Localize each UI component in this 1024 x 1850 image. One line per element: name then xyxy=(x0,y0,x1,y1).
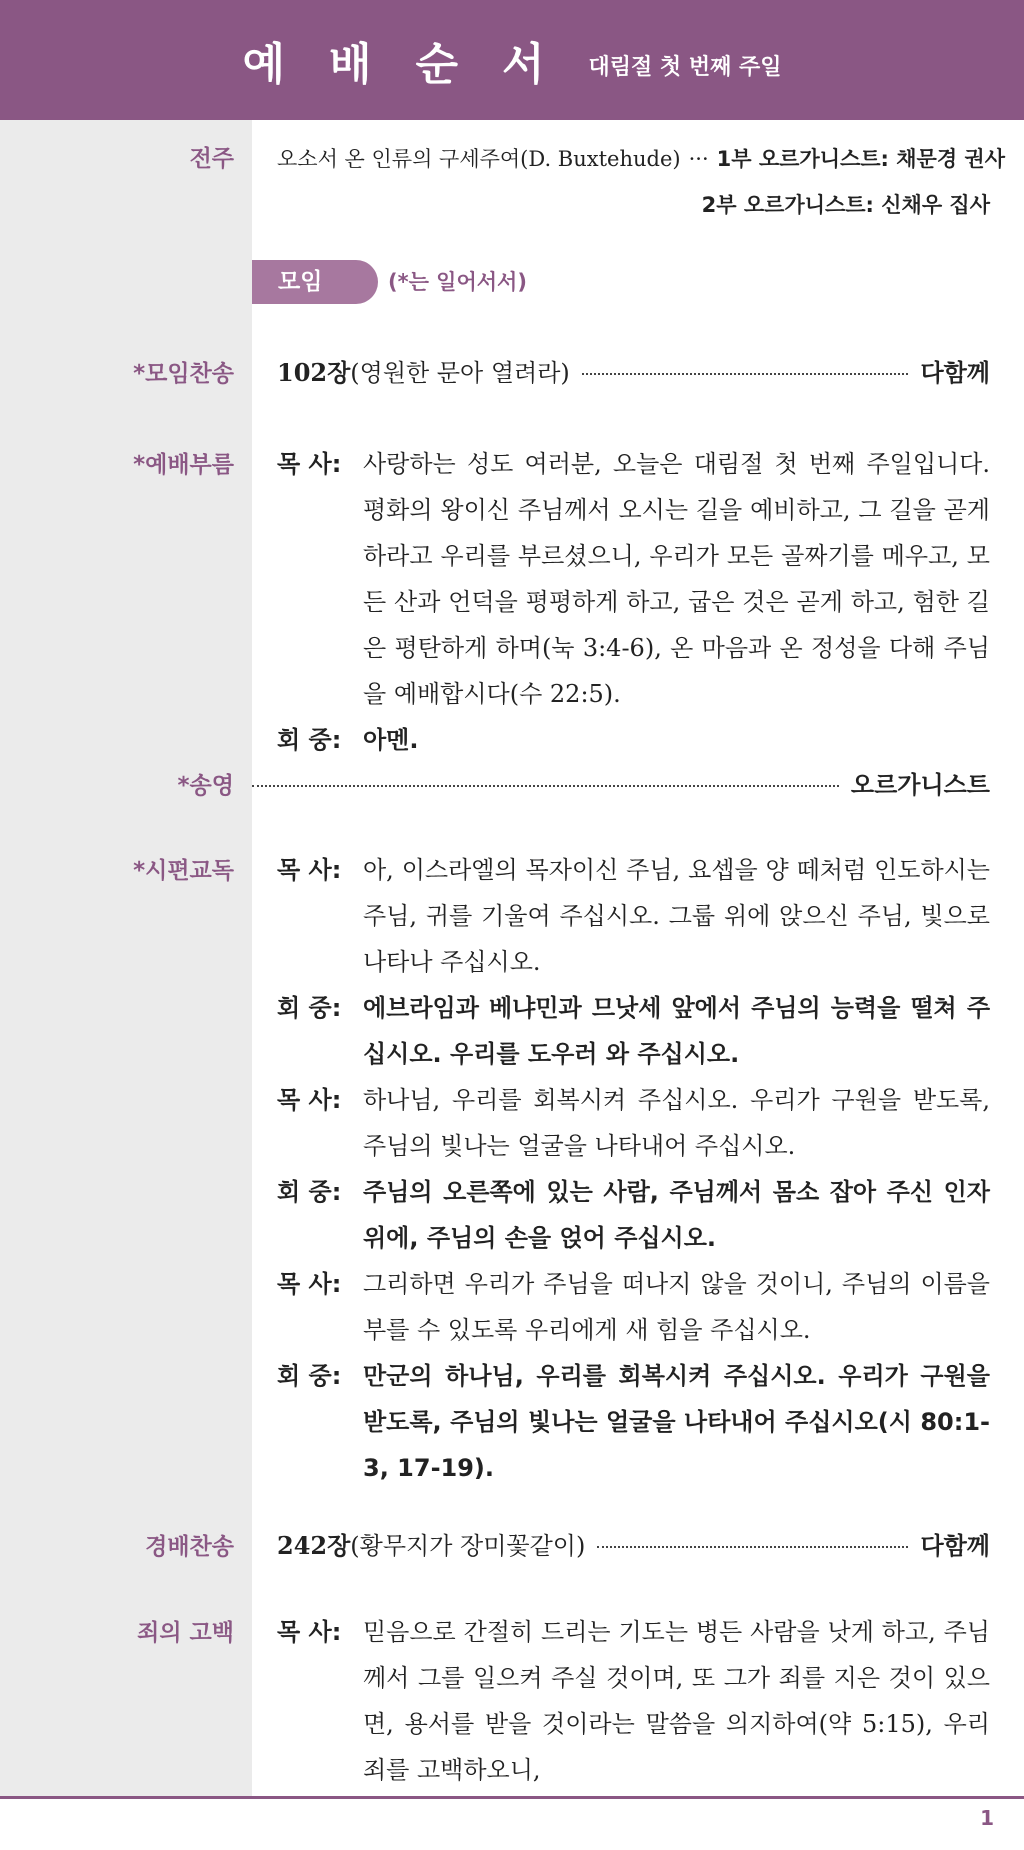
anthem-row xyxy=(252,762,990,808)
anthem-label: *송영 xyxy=(177,773,234,799)
dotted-leader xyxy=(597,1546,908,1548)
speech-text: 주님의 오른쪽에 있는 사람, 주님께서 몸소 잡아 주신 인자 위에, 주님의 손을 얹어 주십시오. xyxy=(363,1178,990,1252)
section-tab-gathering: 모임 xyxy=(252,260,378,304)
dialogue-line xyxy=(277,1353,990,1491)
dotted-leader xyxy=(252,785,839,787)
psalm-label: *시편교독 xyxy=(133,858,234,884)
footer-rule xyxy=(0,1796,1024,1799)
speech-text: 만군의 하나님, 우리를 회복시켜 주십시오. 우리가 구원을 받도록, 주님의 빛나는 얼굴을 나타내어 주십시오(시 80:1-3, 17-19). xyxy=(363,1362,990,1482)
call-to-worship-block xyxy=(277,441,990,763)
speaker-label: 목 사: xyxy=(277,1270,342,1298)
psalm-block xyxy=(277,847,990,1491)
speaker-label: 목 사: xyxy=(277,856,342,884)
dotted-leader xyxy=(582,373,909,375)
speaker-label: 회 중: xyxy=(277,1178,342,1206)
prelude-block xyxy=(277,136,1005,228)
worship-hymn-row xyxy=(277,1523,990,1569)
speech-text: 아멘. xyxy=(363,726,419,754)
speaker-label: 회 중: xyxy=(277,994,342,1022)
dialogue-line xyxy=(277,441,990,717)
page-header xyxy=(0,0,1024,120)
dialogue-line xyxy=(277,847,990,985)
opening-hymn-who: 다함께 xyxy=(920,359,990,387)
opening-hymn-label: *모임찬송 xyxy=(133,361,234,387)
confession-block xyxy=(277,1609,990,1793)
dialogue-line xyxy=(277,1609,990,1793)
section-note: (*는 일어서서) xyxy=(388,270,527,294)
speaker-label: 회 중: xyxy=(277,1362,342,1390)
worship-hymn-title: (황무지가 장미꽃같이) xyxy=(350,1532,586,1560)
speech-text: 하나님, 우리를 회복시켜 주십시오. 우리가 구원을 받도록, 주님의 빛나는 얼굴을 나타내어 주십시오. xyxy=(363,1086,990,1160)
page-number: 1 xyxy=(980,1806,994,1830)
page-title: 예배순서 xyxy=(242,39,589,90)
dialogue-line xyxy=(277,1077,990,1169)
opening-hymn-number: 102장 xyxy=(277,358,351,387)
dialogue-line xyxy=(277,1261,990,1353)
prelude-label: 전주 xyxy=(189,146,234,172)
speech-text: 에브라임과 베냐민과 므낫세 앞에서 주님의 능력을 떨쳐 주십시오. 우리를 도우러 와 주십시오. xyxy=(363,994,990,1068)
prelude-organist-1: 1부 오르가니스트: 채문경 권사 xyxy=(716,147,1005,171)
page-subtitle: 대림절 첫 번째 주일 xyxy=(588,54,782,80)
speaker-label: 목 사: xyxy=(277,1618,342,1646)
call-to-worship-label: *예배부름 xyxy=(133,452,234,478)
worship-hymn-label: 경배찬송 xyxy=(145,1534,234,1560)
worship-hymn-who: 다함께 xyxy=(920,1532,990,1560)
speech-text: 사랑하는 성도 여러분, 오늘은 대림절 첫 번째 주일입니다. 평화의 왕이신 주님께서 오시는 길을 예비하고, 그 길을 곧게 하라고 우리를 부르셨으니, 우리가 모든 골짜기를 메우고, 모든 산과 언덕을 평평하게 하고, 굽은 것은 곧게 하고, 험한 길은 평탄하게 하며(눅 3:4-6), 온 마음과 온 정성을 다해 주님을 예배합시다(수 22:5). xyxy=(363,450,990,708)
opening-hymn-title: (영원한 문아 열려라) xyxy=(350,359,570,387)
prelude-ellipsis: ··· xyxy=(688,147,709,171)
dialogue-line xyxy=(277,717,990,763)
dialogue-line xyxy=(277,985,990,1077)
speaker-label: 목 사: xyxy=(277,450,342,478)
prelude-piece: 오소서 온 인류의 구세주여(D. Buxtehude) xyxy=(277,147,681,171)
anthem-who: 오르가니스트 xyxy=(850,771,990,799)
dialogue-line xyxy=(277,1169,990,1261)
speech-text: 아, 이스라엘의 목자이신 주님, 요셉을 양 떼처럼 인도하시는 주님, 귀를 기울여 주십시오. 그룹 위에 앉으신 주님, 빛으로 나타나 주십시오. xyxy=(363,856,990,976)
prelude-organist-2: 2부 오르가니스트: 신채우 집사 xyxy=(701,193,990,217)
speech-text: 그리하면 우리가 주님을 떠나지 않을 것이니, 주님의 이름을 부를 수 있도록 우리에게 새 힘을 주십시오. xyxy=(363,1270,990,1344)
worship-hymn-number: 242장 xyxy=(277,1531,351,1560)
speech-text: 믿음으로 간절히 드리는 기도는 병든 사람을 낫게 하고, 주님께서 그를 일으켜 주실 것이며, 또 그가 죄를 지은 것이 있으면, 용서를 받을 것이라는 말씀을 의지하여(약 5:15), 우리 죄를 고백하오니, xyxy=(363,1618,990,1784)
speaker-label: 회 중: xyxy=(277,726,342,754)
opening-hymn-row xyxy=(277,350,990,396)
confession-label: 죄의 고백 xyxy=(137,1620,234,1646)
speaker-label: 목 사: xyxy=(277,1086,342,1114)
